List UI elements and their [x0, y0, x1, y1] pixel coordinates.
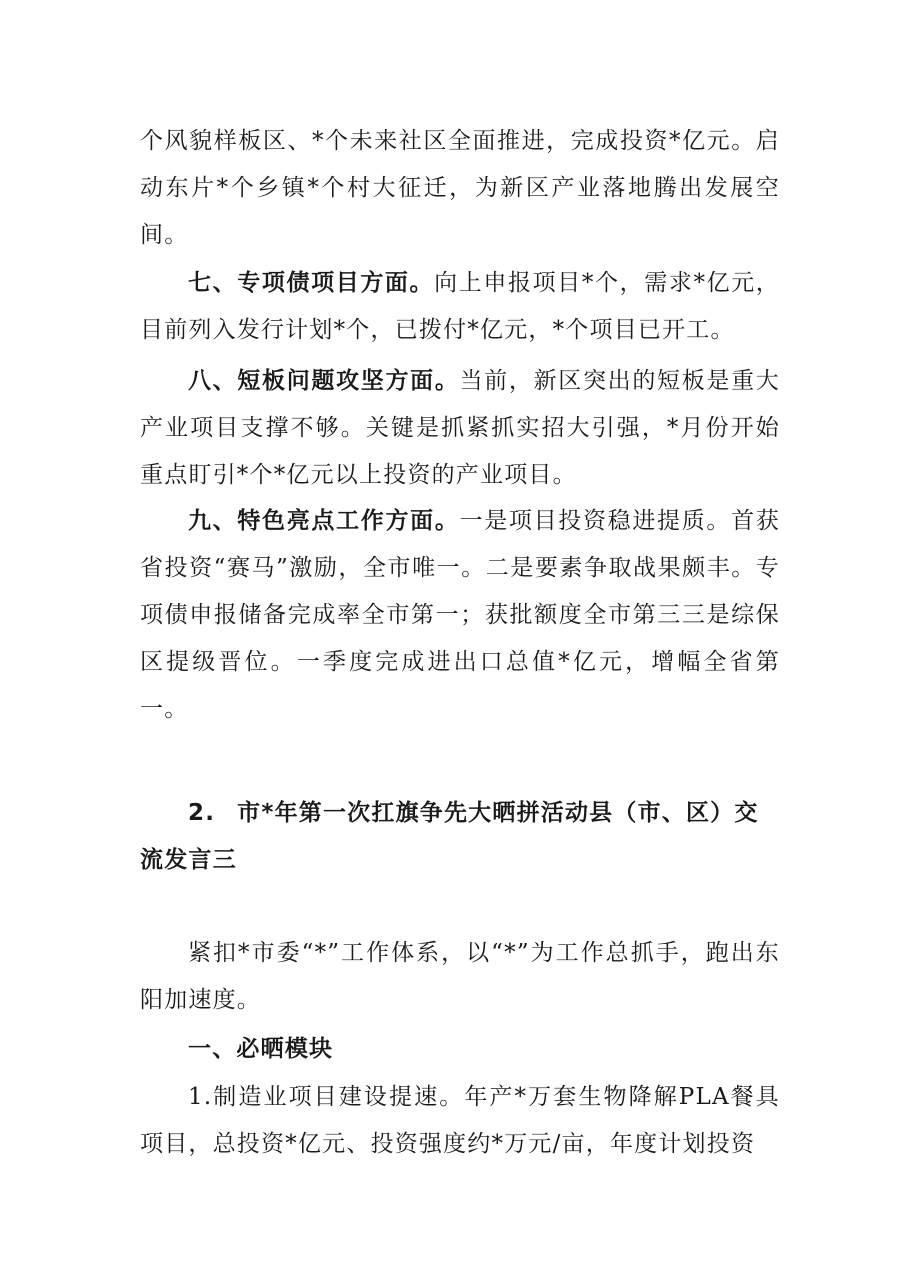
paragraph-special-bonds: [140, 260, 780, 354]
subheading: [140, 1026, 780, 1073]
paragraph-text: 向上申报项目*个，需求*亿元，目前列入发行计划*个，已拨付*亿元，*个项目已开工。: [140, 270, 781, 343]
paragraph-intro: [140, 930, 780, 1024]
subheading-text: 一、必晒模块: [188, 1036, 334, 1062]
paragraph-highlights: [140, 498, 780, 733]
paragraph-text: 1.制造业项目建设提速。年产*万套生物降解PLA餐具项目，总投资*亿元、投资强度约*万元/亩，年度计划投资: [140, 1084, 780, 1157]
paragraph-lead: 九、特色亮点工作方面。: [188, 508, 460, 534]
paragraph-lead: 七、专项债项目方面。: [188, 270, 435, 296]
section-number: 2.: [188, 800, 216, 826]
section-heading: [140, 790, 780, 884]
paragraph-continuation: [140, 118, 780, 259]
section-title: 市*年第一次扛旗争先大晒拼活动县（市、区）交流发言三: [140, 800, 759, 873]
paragraph-item-1: [140, 1074, 780, 1168]
paragraph-weak-points: [140, 358, 780, 499]
paragraph-text: 一是项目投资稳进提质。首获省投资“赛马”激励，全市唯一。二是要素争取战果颇丰。专项债申报储备完成率全市第一；获批额度全市第三三是综保区提级晋位。一季度完成进出口总值*亿元，增幅全省第一。: [140, 508, 780, 722]
paragraph-lead: 八、短板问题攻坚方面。: [188, 368, 460, 394]
paragraph-text: 紧扣*市委“*”工作体系，以“*”为工作总抓手，跑出东阳加速度。: [140, 940, 780, 1013]
paragraph-text: 个风貌样板区、*个未来社区全面推进，完成投资*亿元。启动东片*个乡镇*个村大征迁，为新区产业落地腾出发展空间。: [140, 128, 780, 248]
paragraph-text: 当前，新区突出的短板是重大产业项目支撑不够。关键是抓紧抓实招大引强，*月份开始重点盯引*个*亿元以上投资的产业项目。: [140, 368, 780, 488]
